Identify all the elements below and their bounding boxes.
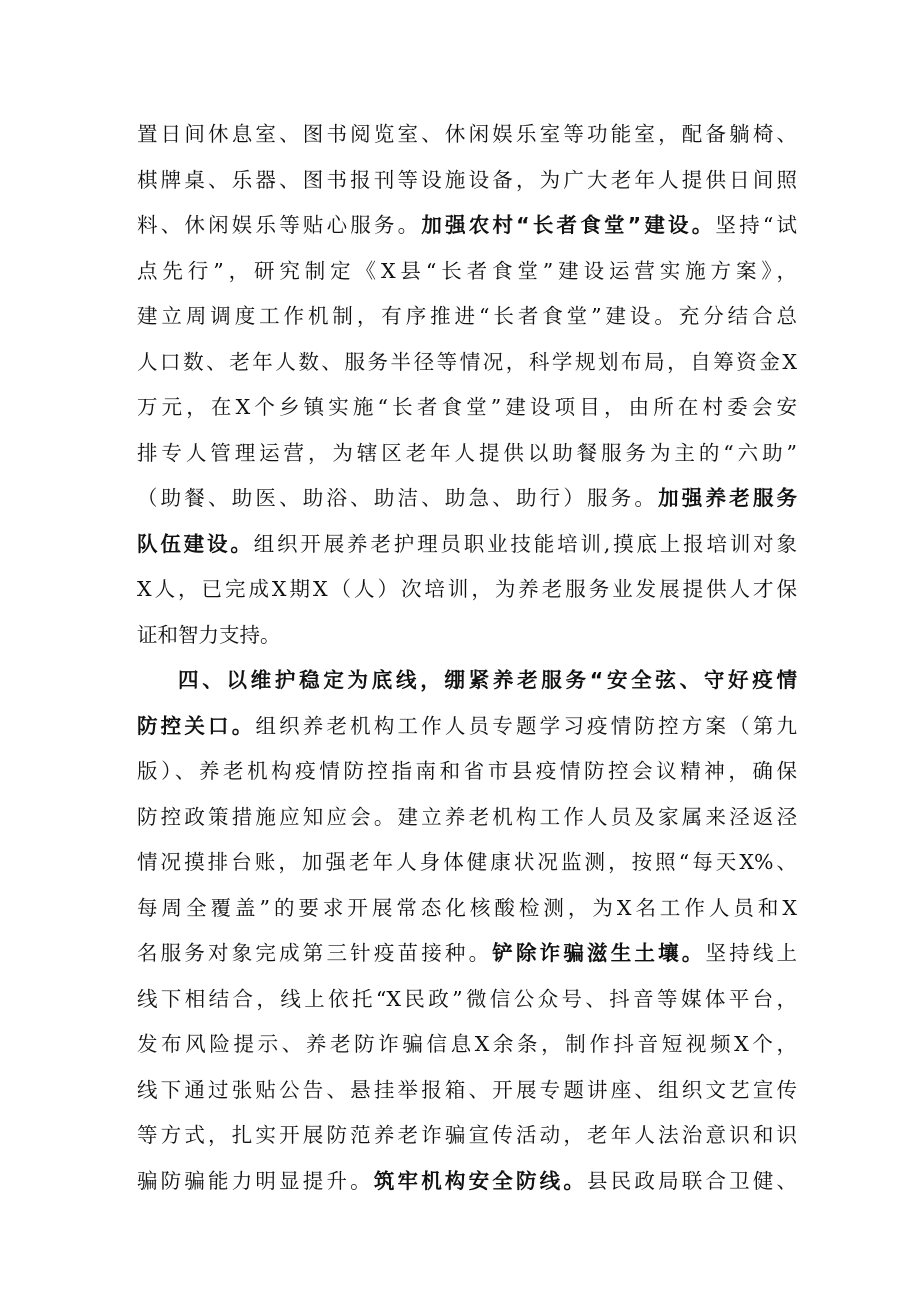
text-run: 万元，在X个乡镇实施“长者食堂”建设项目，由所在村委会安: [137, 395, 797, 419]
text-line: [137, 249, 797, 295]
text-run: 组织养老机构工作人员专题学习疫情防控方案（第九: [255, 713, 798, 738]
text-run: 置日间休息室、图书阅览室、休闲娱乐室等功能室，配备躺椅、: [137, 122, 797, 146]
text-run: 证和智力支持。: [137, 622, 281, 647]
section-heading-line: [137, 658, 797, 704]
text-line: [137, 294, 797, 340]
bold-heading-staff-building: 加强养老服务: [658, 486, 798, 510]
text-line: [137, 385, 797, 431]
bold-heading-staff-building-cont: 队伍建设。: [137, 531, 254, 556]
text-line: [137, 795, 797, 841]
text-run: 版）、养老机构疫情防控指南和省市县疫情防控会议精神，确保: [137, 759, 797, 783]
section-heading-four: 四、以维护稳定为底线，绷紧养老服务“安全弦、守好疫情: [178, 668, 797, 692]
text-line: [137, 340, 797, 386]
text-run: 点先行”，研究制定《X县“长者食堂”建设运营实施方案》，: [137, 258, 797, 283]
text-line: [137, 977, 797, 1023]
text-run: 每周全覆盖”的要求开展常态化核酸检测，为X名工作人员和X: [137, 895, 797, 920]
text-run: 线下通过张贴公告、悬挂举报箱、开展专题讲座、组织文艺宣传: [137, 1077, 797, 1102]
text-run: 等方式，扎实开展防范养老诈骗宣传活动，老年人法治意识和识: [137, 1123, 797, 1147]
text-run: X人，已完成X期X（人）次培训，为养老服务业发展提供人才保: [137, 577, 797, 601]
text-run: 骗防骗能力明显提升。: [137, 1168, 374, 1193]
text-line: [137, 476, 797, 522]
bold-heading-anti-fraud: 铲除诈骗滋生土壤。: [492, 941, 706, 965]
text-line: [137, 1113, 797, 1159]
text-line: [137, 112, 797, 158]
section-heading-four-cont: 防控关口。: [137, 713, 256, 738]
text-run: 情况摸排台账，加强老年人身体健康状况监测，按照“每天X%、: [137, 850, 797, 874]
text-line: [137, 613, 797, 659]
text-run: 名服务对象完成第三针疫苗接种。: [137, 941, 493, 965]
text-line: [137, 158, 797, 204]
text-line: [137, 203, 797, 249]
text-line: [137, 749, 797, 795]
text-run: 坚持线上: [705, 941, 798, 965]
text-line: [137, 1159, 797, 1205]
bold-heading-institution-safety: 筑牢机构安全防线。: [373, 1168, 588, 1193]
document-body: [137, 112, 797, 1204]
text-line: [137, 431, 797, 477]
text-run: 组织开展养老护理员职业技能培训,摸底上报培训对象: [253, 531, 798, 556]
text-line: [137, 1068, 797, 1114]
text-run: 发布风险提示、养老防诈骗信息X余条，制作抖音短视频X个，: [137, 1032, 797, 1056]
text-line: [137, 886, 797, 932]
text-run: 排专人管理运营，为辖区老年人提供以助餐服务为主的“六助”: [137, 440, 797, 465]
text-line: [137, 567, 797, 613]
text-run: 防控政策措施应知应会。建立养老机构工作人员及家属来泾返泾: [137, 804, 797, 829]
text-run: 坚持“试: [715, 213, 797, 237]
text-run: 料、休闲娱乐等贴心服务。: [137, 213, 422, 237]
text-line: [137, 522, 797, 568]
text-line: [137, 704, 797, 750]
bold-heading-elder-canteen: 加强农村“长者食堂”建设。: [421, 213, 716, 237]
paragraph-safety-section: [137, 658, 797, 1204]
text-run: 县民政局联合卫健、: [587, 1168, 798, 1193]
text-line: [137, 931, 797, 977]
text-line: [137, 1022, 797, 1068]
text-run: 线下相结合，线上依托“X民政”微信公众号、抖音等媒体平台，: [137, 986, 797, 1011]
text-line: [137, 840, 797, 886]
paragraph-elderly-services: [137, 112, 797, 658]
text-run: 建立周调度工作机制，有序推进“长者食堂”建设。充分结合总: [137, 304, 797, 328]
text-run: （助餐、助医、助浴、助洁、助急、助行）服务。: [137, 486, 659, 510]
text-run: 棋牌桌、乐器、图书报刊等设施设备，为广大老年人提供日间照: [137, 167, 797, 192]
text-run: 人口数、老年人数、服务半径等情况，科学规划布局，自筹资金X: [137, 349, 797, 374]
